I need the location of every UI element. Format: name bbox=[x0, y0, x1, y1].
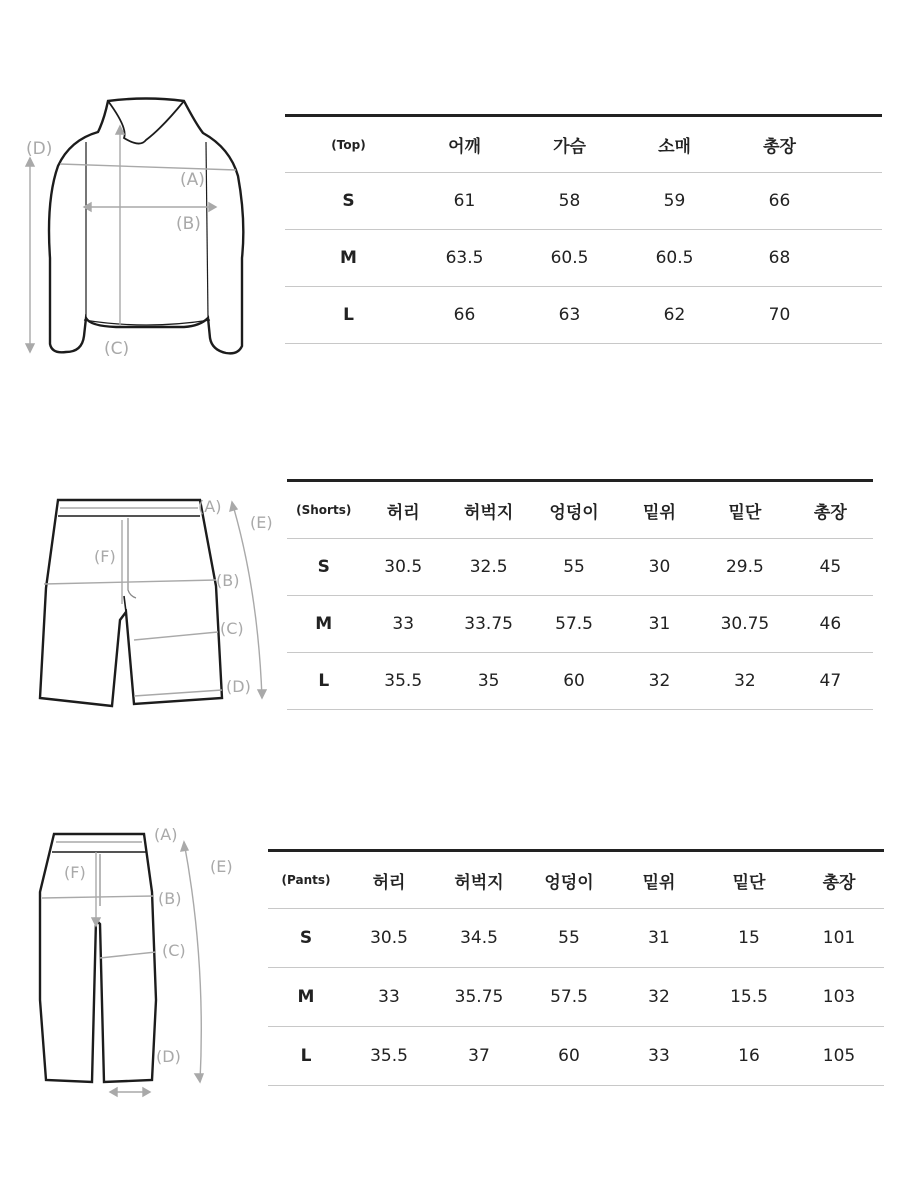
pants-hem-arrow-right bbox=[143, 1088, 150, 1096]
table-cell: 32.5 bbox=[469, 557, 508, 577]
table-cell: 105 bbox=[822, 1046, 856, 1066]
size-label: L bbox=[343, 305, 354, 325]
pants-outline bbox=[40, 834, 156, 1082]
shorts-outline bbox=[40, 500, 222, 706]
shorts-header-rise: 밑위 bbox=[643, 502, 676, 523]
table-cell: 33 bbox=[648, 1046, 670, 1066]
size-label: M bbox=[297, 987, 315, 1007]
table-row bbox=[285, 173, 882, 230]
table-cell: 32 bbox=[648, 671, 671, 691]
hoodie-hem bbox=[84, 320, 210, 325]
shorts-header-label: (Shorts) bbox=[296, 503, 352, 517]
table-cell: 35.5 bbox=[384, 671, 423, 691]
table-cell: 60 bbox=[558, 1046, 580, 1066]
size-label: M bbox=[315, 614, 333, 634]
shorts-length-arrow-top bbox=[230, 502, 237, 511]
size-label: M bbox=[340, 248, 357, 268]
shorts-label-e: (E) bbox=[250, 513, 273, 532]
pants-label-a: (A) bbox=[154, 825, 178, 844]
hoodie-label-d: (D) bbox=[26, 139, 53, 159]
top-size-table bbox=[285, 114, 882, 344]
pants-header-thigh: 허벅지 bbox=[454, 872, 504, 893]
shorts-label-a: (A) bbox=[198, 497, 222, 516]
shorts-size-table bbox=[287, 479, 873, 710]
table-cell: 30 bbox=[648, 557, 671, 577]
top-table-header bbox=[285, 117, 882, 173]
table-cell: 37 bbox=[468, 1046, 490, 1066]
pants-table-header bbox=[268, 852, 884, 909]
hoodie-sleeve-arrow-bottom bbox=[26, 344, 34, 352]
size-label: L bbox=[318, 671, 330, 691]
table-cell: 32 bbox=[734, 671, 756, 691]
table-cell: 63 bbox=[558, 305, 581, 325]
table-cell: 66 bbox=[768, 191, 791, 211]
pants-header-rise: 밑위 bbox=[642, 872, 676, 893]
shorts-length-arrow-bottom bbox=[258, 690, 266, 698]
top-header-length: 총장 bbox=[763, 137, 796, 157]
pants-header-hip: 엉덩이 bbox=[544, 872, 594, 893]
table-cell: 70 bbox=[768, 305, 791, 325]
table-row bbox=[268, 1027, 884, 1086]
table-cell: 61 bbox=[453, 191, 476, 211]
hoodie-label-a: (A) bbox=[180, 170, 205, 190]
pants-label-e: (E) bbox=[210, 857, 233, 876]
table-cell: 66 bbox=[453, 305, 476, 325]
table-cell: 32 bbox=[648, 987, 670, 1007]
hoodie-label-c: (C) bbox=[104, 339, 130, 359]
table-cell: 60.5 bbox=[550, 248, 589, 268]
table-cell: 45 bbox=[819, 557, 842, 577]
table-cell: 16 bbox=[738, 1046, 760, 1066]
shorts-label-d: (D) bbox=[226, 677, 251, 696]
pants-label-f: (F) bbox=[64, 863, 86, 882]
table-cell: 30.5 bbox=[370, 928, 408, 948]
shorts-header-length: 총장 bbox=[813, 502, 847, 523]
pants-diagram bbox=[0, 820, 260, 1105]
table-cell: 33 bbox=[378, 987, 400, 1007]
hoodie-outline bbox=[49, 99, 243, 354]
size-label: S bbox=[342, 191, 355, 211]
size-label: L bbox=[300, 1046, 312, 1066]
pants-label-b: (B) bbox=[158, 889, 182, 908]
hoodie-diagram bbox=[0, 90, 280, 380]
table-cell: 29.5 bbox=[725, 557, 764, 577]
shorts-label-b: (B) bbox=[216, 571, 240, 590]
shorts-header-hem: 밑단 bbox=[728, 502, 762, 523]
shorts-header-thigh: 허벅지 bbox=[463, 502, 514, 523]
table-cell: 68 bbox=[768, 248, 791, 268]
table-cell: 31 bbox=[648, 928, 670, 948]
top-header-chest: 가슴 bbox=[553, 137, 586, 157]
shorts-table-header bbox=[287, 482, 873, 539]
pants-hem-arrow-left bbox=[110, 1088, 117, 1096]
table-row bbox=[287, 596, 873, 653]
hoodie-sleeve-arrow-top bbox=[26, 158, 34, 166]
shorts-hip-line bbox=[134, 632, 218, 640]
shorts-hem-line bbox=[134, 690, 222, 696]
table-cell: 46 bbox=[819, 614, 842, 634]
table-cell: 55 bbox=[563, 557, 585, 577]
table-cell: 57.5 bbox=[550, 987, 588, 1007]
shorts-crotch bbox=[124, 596, 126, 612]
top-header-label: (Top) bbox=[331, 137, 366, 152]
table-cell: 58 bbox=[558, 191, 581, 211]
table-cell: 30.75 bbox=[720, 614, 770, 634]
table-cell: 55 bbox=[558, 928, 580, 948]
shorts-diagram bbox=[0, 488, 285, 713]
table-row bbox=[287, 539, 873, 596]
shorts-label-f: (F) bbox=[94, 547, 116, 566]
pants-size-table bbox=[268, 849, 884, 1086]
table-cell: 34.5 bbox=[460, 928, 498, 948]
table-cell: 35 bbox=[477, 671, 500, 691]
table-cell: 47 bbox=[819, 671, 842, 691]
hoodie-chest-arrow-left bbox=[84, 203, 91, 211]
hoodie-chest-arrow-right bbox=[209, 203, 216, 211]
table-cell: 30.5 bbox=[384, 557, 423, 577]
table-row bbox=[285, 230, 882, 287]
table-cell: 31 bbox=[648, 614, 671, 634]
table-cell: 63.5 bbox=[445, 248, 484, 268]
pants-length-curve bbox=[184, 842, 201, 1082]
table-cell: 57.5 bbox=[555, 614, 593, 634]
table-cell: 33.75 bbox=[464, 614, 513, 634]
table-row bbox=[285, 287, 882, 344]
pants-label-d: (D) bbox=[156, 1047, 181, 1066]
table-cell: 59 bbox=[663, 191, 686, 211]
shorts-header-waist: 허리 bbox=[386, 502, 420, 523]
table-cell: 35.5 bbox=[370, 1046, 408, 1066]
table-cell: 35.75 bbox=[454, 987, 504, 1007]
pants-length-arrow-bottom bbox=[195, 1074, 203, 1082]
pants-hip-line bbox=[100, 952, 156, 958]
table-row bbox=[268, 909, 884, 968]
pants-header-waist: 허리 bbox=[372, 872, 406, 893]
table-cell: 60 bbox=[563, 671, 585, 691]
pants-length-arrow-top bbox=[181, 842, 188, 851]
table-cell: 15 bbox=[738, 928, 760, 948]
pants-header-hem: 밑단 bbox=[732, 872, 766, 893]
pants-thigh-line bbox=[42, 896, 154, 898]
shorts-header-hip: 엉덩이 bbox=[549, 502, 599, 523]
table-row bbox=[268, 968, 884, 1027]
top-header-sleeve: 소매 bbox=[658, 137, 691, 157]
pants-header-label: (Pants) bbox=[281, 873, 331, 887]
table-row bbox=[287, 653, 873, 710]
pants-label-c: (C) bbox=[162, 941, 186, 960]
table-cell: 101 bbox=[822, 928, 856, 948]
shorts-label-c: (C) bbox=[220, 619, 244, 638]
hoodie-label-b: (B) bbox=[176, 214, 201, 234]
table-cell: 103 bbox=[822, 987, 856, 1007]
top-header-shoulder: 어깨 bbox=[448, 137, 481, 157]
size-label: S bbox=[299, 928, 313, 948]
size-label: S bbox=[317, 557, 330, 577]
shorts-thigh-line bbox=[44, 580, 216, 584]
table-cell: 62 bbox=[663, 305, 686, 325]
shorts-fly bbox=[128, 518, 136, 598]
table-cell: 33 bbox=[392, 614, 415, 634]
table-cell: 60.5 bbox=[655, 248, 694, 268]
table-cell: 15.5 bbox=[730, 987, 768, 1007]
pants-header-length: 총장 bbox=[822, 872, 856, 893]
